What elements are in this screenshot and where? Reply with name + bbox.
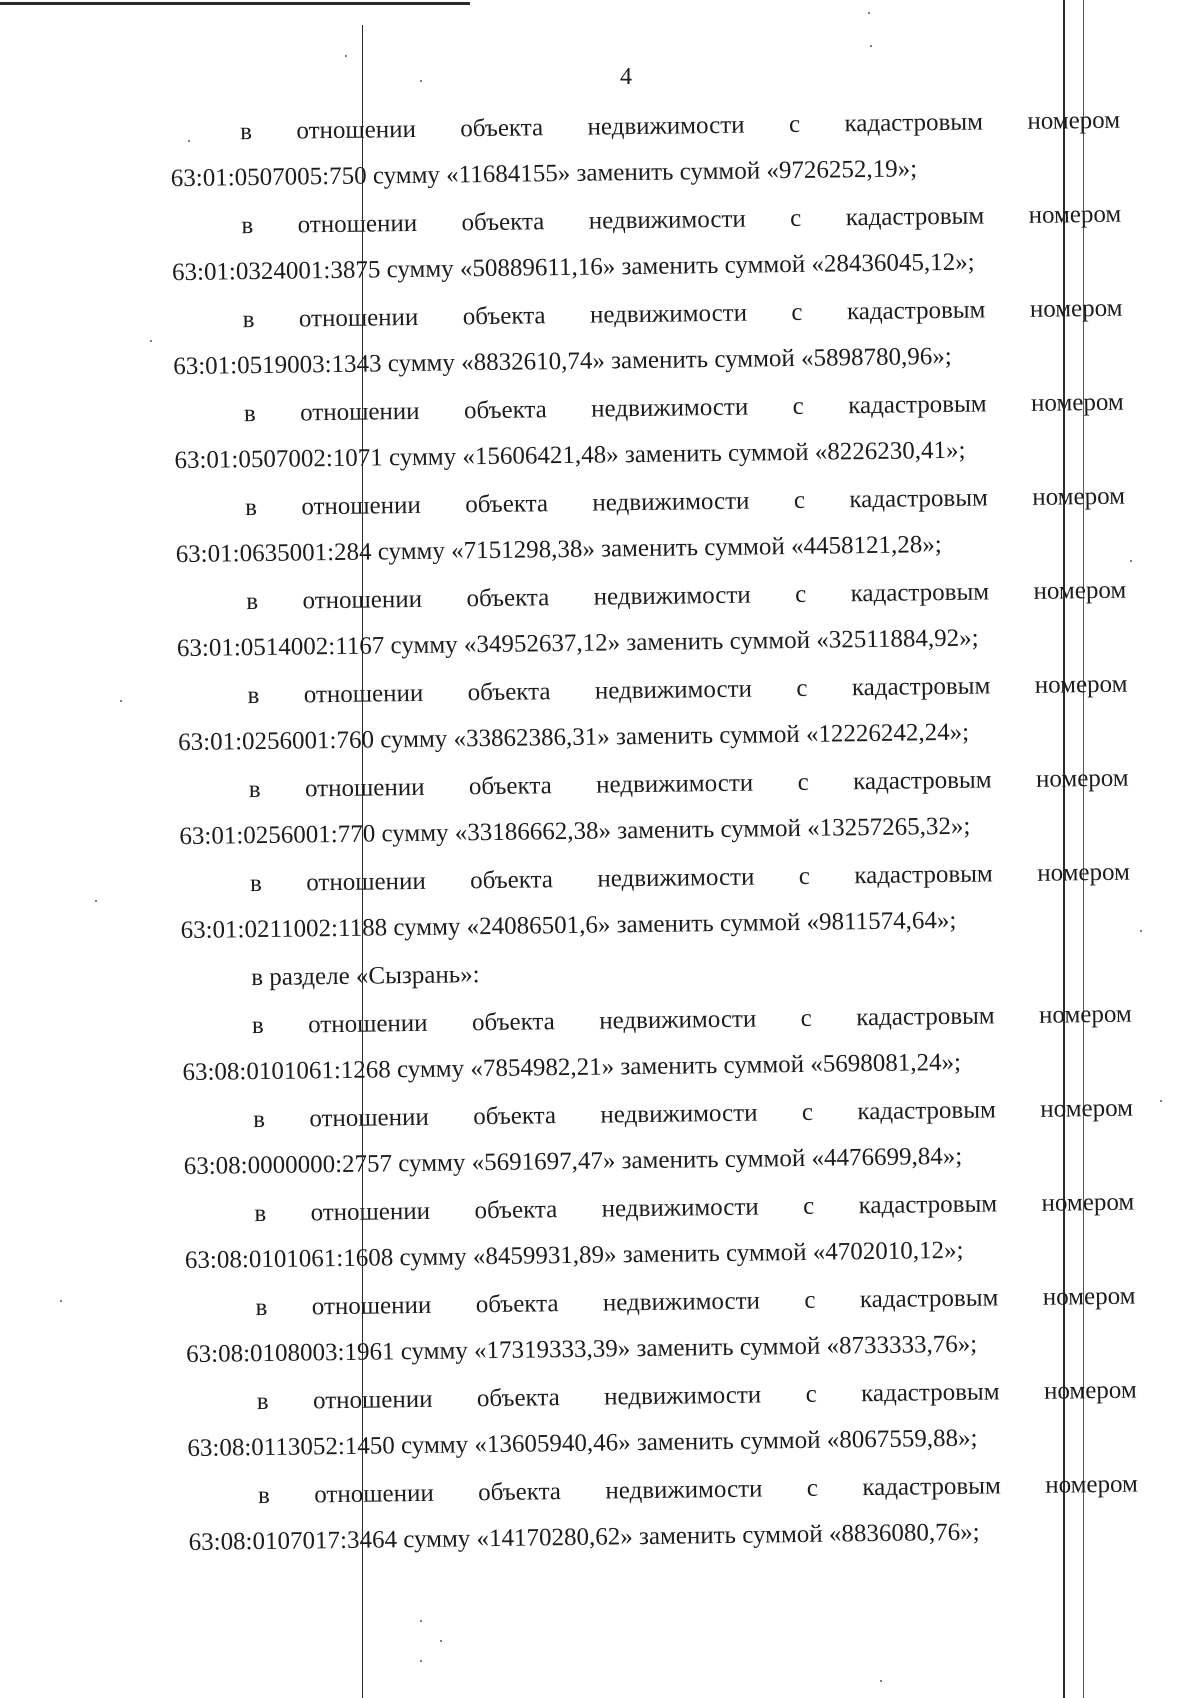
entry-lead-word: с [792, 392, 804, 421]
entry-lead-word: кадастровым [852, 766, 992, 796]
entry-lead-word: в [252, 1105, 266, 1134]
entry-lead-word: кадастровым [851, 672, 991, 702]
scan-speck [150, 340, 152, 342]
entry-lead-word: объекта [468, 772, 552, 801]
scan-speck [188, 140, 190, 142]
entry-lead-word: отношении [314, 1479, 434, 1509]
entry-cadastral-line: 63:01:0519003:1343 сумму «8832610,74» заменить суммой «5898780,96»; [173, 342, 952, 381]
entry-lead-word: отношении [306, 867, 426, 897]
scan-top-rule [0, 2, 470, 5]
entry-lead-word: недвижимости [595, 769, 754, 799]
scan-speck [420, 80, 422, 82]
entry-lead-word: с [798, 862, 811, 890]
entry-lead-word: недвижимости [591, 393, 749, 423]
amendment-entry [4, 387, 1200, 497]
entry-cadastral-line: 63:01:0507005:750 сумму «11684155» заменить суммой «9726252,19»; [170, 155, 918, 193]
entry-lead-word: в [256, 1387, 269, 1416]
entry-lead-word: кадастровым [844, 108, 984, 138]
amendment-entry [0, 105, 1200, 215]
entry-lead-word: с [796, 674, 808, 702]
entry-lead-word: кадастровым [862, 1472, 1001, 1502]
entry-lead-word: недвижимости [599, 1005, 757, 1035]
entry-lead-word: недвижимости [588, 205, 746, 235]
entry-lead-word: номером [1029, 294, 1123, 323]
entry-lead-word: с [797, 768, 809, 796]
entry-lead-word: отношении [296, 115, 417, 145]
entry-lead-word: отношении [297, 209, 418, 239]
entry-lead-word: с [794, 580, 807, 608]
entry-lead-word: объекта [471, 1008, 555, 1037]
entry-lead-line [240, 106, 1120, 148]
amendment-entry [1, 199, 1200, 309]
entry-cadastral-line: 63:01:0514002:1167 сумму «34952637,12» заменить суммой «32511884,92»; [176, 624, 979, 663]
entry-lead-word: номером [1040, 1094, 1134, 1123]
entry-lead-word: номером [1030, 388, 1124, 417]
entry-cadastral-line: 63:08:0107017:3464 сумму «14170280,62» заменить суммой «8836080,76»; [188, 1518, 980, 1557]
entry-lead-word: номером [1043, 1376, 1137, 1405]
entry-lead-word: отношении [299, 397, 420, 427]
entry-lead-word: с [800, 1004, 812, 1032]
entry-lead-word: в [254, 1199, 267, 1228]
entry-lead-word: номером [1034, 670, 1128, 699]
entry-lead-word: кадастровым [850, 578, 990, 608]
amendment-entry [18, 1469, 1200, 1579]
entry-lead-word: отношении [307, 1009, 428, 1039]
entry-lead-word: объекта [476, 1384, 560, 1413]
entry-lead-word: недвижимости [594, 675, 753, 705]
entry-lead-word: кадастровым [854, 860, 993, 890]
section-heading-text: в разделе «Сызрань»: [251, 961, 480, 992]
entry-lead-word: кадастровым [846, 296, 986, 326]
scan-speck [440, 1640, 442, 1642]
entry-lead-word: номером [1038, 1000, 1132, 1029]
entry-lead-word: кадастровым [848, 390, 987, 420]
entry-lead-word: номером [1037, 858, 1131, 887]
entry-lead-word: номером [1032, 482, 1126, 511]
entry-lead-word: кадастровым [857, 1096, 997, 1126]
entry-lead-word: с [802, 1192, 815, 1220]
entry-lead-word: с [791, 298, 803, 327]
entry-lead-word: в [241, 212, 254, 240]
entry-lead-word: номером [1028, 200, 1122, 229]
entry-lead-word: отношении [309, 1103, 429, 1133]
entry-lead-word: объекта [460, 114, 544, 143]
amendment-entry [9, 763, 1200, 873]
entry-lead-word: с [790, 204, 802, 233]
entry-lead-word: с [793, 486, 806, 514]
entry-lead-word: номером [1035, 764, 1129, 793]
entry-lead-word: номером [1041, 1188, 1135, 1217]
scan-speck [868, 12, 870, 14]
scan-speck [880, 1680, 882, 1682]
entry-lead-word: в [249, 869, 263, 898]
entry-lead-word: с [806, 1474, 819, 1502]
entry-lead-word: объекта [467, 678, 551, 707]
entry-lead-word: номером [1027, 106, 1121, 135]
entry-lead-word: отношении [310, 1197, 431, 1227]
entry-lead-word: с [804, 1286, 816, 1314]
entry-cadastral-line: 63:01:0507002:1071 сумму «15606421,48» заменить суммой «8226230,41»; [174, 436, 966, 475]
entry-lead-word: кадастровым [856, 1002, 995, 1032]
amendment-entry [10, 857, 1200, 967]
entry-cadastral-line: 63:01:0256001:760 сумму «33862386,31» заменить суммой «12226242,24»; [177, 718, 970, 757]
entry-lead-word: в [257, 1481, 271, 1510]
entry-lead-word: отношении [312, 1385, 433, 1415]
entry-cadastral-line: 63:08:0000000:2757 сумму «5691697,47» заменить суммой «4476699,84»; [183, 1142, 963, 1181]
amendment-entry [6, 575, 1200, 685]
scan-speck [420, 1620, 422, 1622]
entry-cadastral-line: 63:08:0101061:1268 сумму «7854982,21» заменить суммой «5698081,24»; [182, 1048, 962, 1087]
entry-lead-word: отношении [311, 1291, 432, 1321]
scan-speck [870, 45, 872, 47]
entry-lead-word: недвижимости [592, 487, 750, 517]
entry-cadastral-line: 63:01:0324001:3875 сумму «50889611,16» заменить суммой «28436045,12»; [171, 248, 975, 287]
scan-speck [120, 700, 122, 702]
entry-lead-word: в [255, 1293, 268, 1322]
scan-speck [60, 1300, 62, 1302]
scan-speck [1160, 1100, 1162, 1102]
entry-lead-word: с [801, 1098, 814, 1126]
entry-lead-word: кадастровым [845, 202, 985, 232]
scan-speck [95, 900, 97, 902]
entry-lead-word: недвижимости [601, 1193, 759, 1223]
entry-lead-word: объекта [461, 208, 545, 237]
entry-lead-word: объекта [474, 1196, 558, 1225]
entry-lead-word: с [788, 110, 801, 139]
entry-lead-word: в [248, 776, 261, 804]
entry-lead-word: кадастровым [849, 484, 989, 514]
entry-lead-word: недвижимости [602, 1287, 761, 1317]
amendment-entry [15, 1281, 1200, 1391]
entry-lead-word: недвижимости [600, 1099, 758, 1129]
entry-lead-word: отношении [298, 303, 419, 333]
entry-lead-word: объекта [475, 1290, 559, 1319]
scan-speck [345, 55, 347, 57]
entry-lead-word: в [251, 1011, 264, 1040]
entry-lead-word: недвижимости [589, 299, 748, 329]
entry-lead-word: в [247, 682, 260, 710]
entry-lead-word: кадастровым [858, 1190, 998, 1220]
entry-lead-word: объекта [466, 584, 550, 613]
entry-lead-word: кадастровым [860, 1378, 1000, 1408]
entry-cadastral-line: 63:08:0113052:1450 сумму «13605940,46» заменить суммой «8067559,88»; [187, 1424, 978, 1463]
entry-lead-word: в [246, 588, 259, 616]
amendment-group-syzran [12, 999, 1200, 1579]
entry-lead-word: недвижимости [593, 581, 751, 611]
entry-lead-word: объекта [477, 1478, 562, 1507]
entry-lead-word: в [243, 400, 256, 428]
entry-cadastral-line: 63:01:0635001:284 сумму «7151298,38» заменить суммой «4458121,28»; [175, 531, 942, 569]
amendment-list [0, 105, 1200, 1579]
amendment-entry [14, 1187, 1200, 1297]
entry-lead-word: с [805, 1380, 817, 1408]
entry-lead-word: отношении [304, 773, 425, 803]
entry-lead-word: недвижимости [597, 863, 755, 893]
entry-lead-word: номером [1045, 1470, 1139, 1499]
amendment-group-samara [0, 105, 1200, 967]
amendment-entry [12, 999, 1200, 1109]
entry-lead-word: объекта [465, 490, 549, 519]
entry-lead-word: в [240, 118, 253, 146]
page-number: 4 [620, 64, 632, 90]
amendment-entry [7, 669, 1200, 779]
entry-lead-word: объекта [473, 1102, 557, 1131]
entry-lead-word: отношении [302, 585, 423, 615]
entry-lead-word: в [242, 306, 255, 334]
entry-lead-word: номером [1042, 1282, 1136, 1311]
amendment-entry [5, 481, 1200, 591]
entry-lead-word: объекта [462, 302, 546, 331]
amendment-entry [17, 1375, 1200, 1485]
entry-lead-word: недвижимости [603, 1381, 762, 1411]
entry-lead-word: отношении [301, 491, 421, 521]
entry-lead-word: недвижимости [605, 1475, 763, 1505]
entry-lead-word: объекта [463, 396, 547, 425]
entry-lead-word: отношении [303, 679, 424, 709]
amendment-entry [2, 293, 1200, 403]
scan-speck [1130, 560, 1132, 562]
entry-cadastral-line: 63:08:0101061:1608 сумму «8459931,89» заменить суммой «4702010,12»; [184, 1236, 964, 1275]
entry-lead-word: объекта [469, 866, 554, 895]
entry-lead-word: в [244, 494, 258, 522]
scan-speck [1140, 930, 1142, 932]
entry-lead-word: кадастровым [859, 1284, 999, 1314]
entry-cadastral-line: 63:08:0108003:1961 сумму «17319333,39» заменить суммой «8733333,76»; [186, 1330, 978, 1369]
entry-lead-word: номером [1033, 576, 1127, 605]
entry-cadastral-line: 63:01:0211002:1188 сумму «24086501,6» заменить суммой «9811574,64»; [180, 906, 957, 945]
entry-lead-word: недвижимости [587, 111, 745, 141]
scan-speck [420, 1660, 422, 1662]
amendment-entry [13, 1093, 1200, 1203]
entry-cadastral-line: 63:01:0256001:770 сумму «33186662,38» заменить суммой «13257265,32»; [179, 812, 971, 851]
